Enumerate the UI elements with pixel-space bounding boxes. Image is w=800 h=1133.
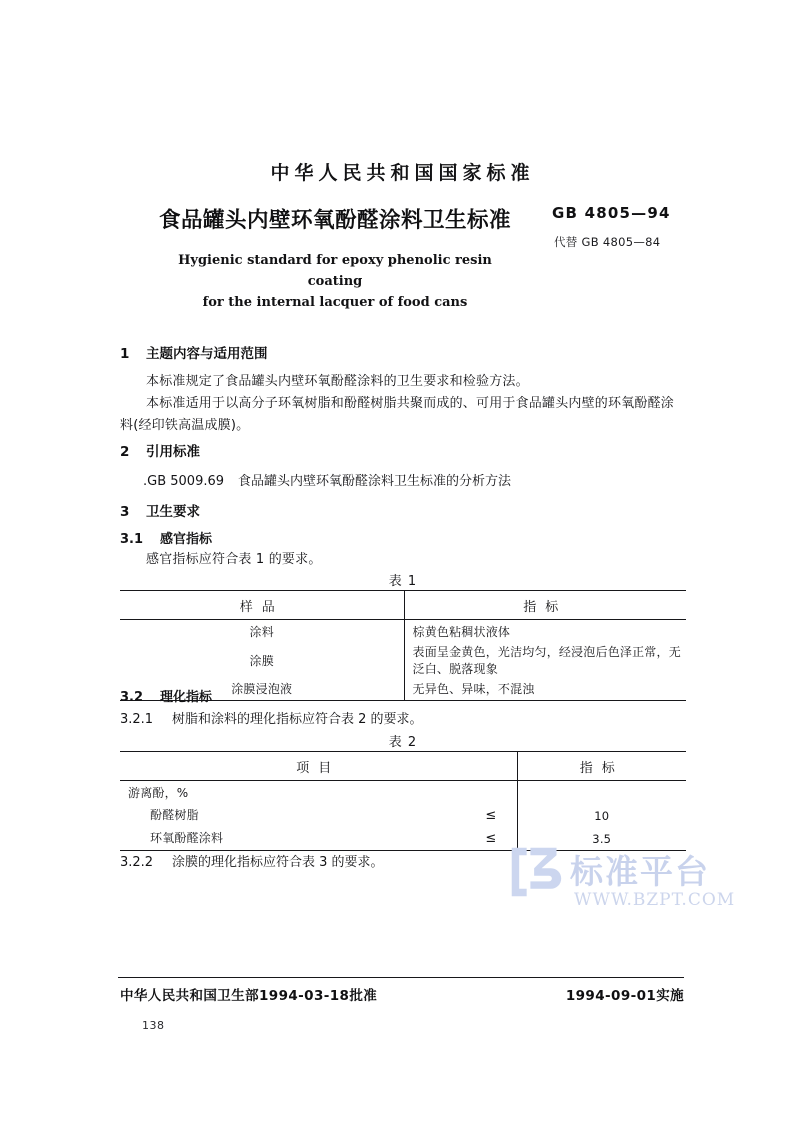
- section-3-number: 3: [120, 504, 130, 520]
- table-2: [120, 751, 686, 851]
- table-1: [120, 590, 686, 701]
- table-row: [120, 827, 686, 851]
- title-english: [150, 250, 520, 313]
- section-3-heading: [120, 500, 200, 520]
- table-2-group-label: 游离酚，%: [120, 781, 517, 805]
- referenced-standard-code: .GB 5009.69: [143, 474, 225, 489]
- table-2-r2-value: 3.5: [517, 827, 686, 851]
- section-3-2-1-number: 3.2.1: [120, 712, 154, 727]
- standard-replaces: 代替 GB 4805—84: [554, 235, 661, 249]
- section-3-2-2-text: 涂膜的理化指标应符合表 3 的要求。: [172, 855, 384, 870]
- section-3-1-title: 感官指标: [160, 532, 213, 547]
- page-title: 食品罐头内壁环氧酚醛涂料卫生标准: [158, 208, 511, 233]
- table-1-header-sample: 样品: [120, 591, 404, 620]
- table-2-r1-item-cell: [120, 804, 517, 827]
- table-2-header-item: 项目: [120, 752, 517, 781]
- table-1-r1-sample: 涂料: [120, 620, 404, 644]
- section-1-number: 1: [120, 346, 130, 362]
- section-3-2-number: 3.2: [120, 690, 144, 705]
- table-1-caption: 表 1: [388, 574, 418, 589]
- referenced-standard: [143, 470, 511, 489]
- table-1-r2-sample: 涂膜: [120, 643, 404, 677]
- table-2-caption: 表 2: [388, 735, 418, 750]
- title-english-line1: Hygienic standard for epoxy phenolic resin coating: [178, 253, 492, 289]
- section-3-2-1-text: 树脂和涂料的理化指标应符合表 2 的要求。: [172, 712, 423, 727]
- title-english-line2: for the internal lacquer of food cans: [202, 295, 468, 310]
- section-3-1-number: 3.1: [120, 532, 144, 547]
- table-row: [120, 781, 686, 805]
- section-3-2-1: [120, 708, 423, 727]
- watermark-url: WWW.BZPT.COM: [574, 890, 736, 910]
- section-3-2-2-number: 3.2.2: [120, 855, 154, 870]
- section-2-title: 引用标准: [146, 444, 200, 460]
- table-1-r3-index: 无异色、异味，不混浊: [404, 677, 686, 701]
- section-1-title: 主题内容与适用范围: [146, 346, 268, 362]
- national-standard-label: 中华人民共和国国家标准: [270, 162, 535, 184]
- standard-code: GB 4805—94: [552, 204, 671, 222]
- section-2-number: 2: [120, 444, 130, 460]
- table-2-r1-value: 10: [594, 808, 610, 823]
- section-3-1-paragraph: 感官指标应符合表 1 的要求。: [146, 552, 322, 567]
- section-3-1-heading: [120, 528, 212, 547]
- table-1-r1-index: 棕黄色粘稠状液体: [404, 620, 686, 644]
- section-2-heading: [120, 440, 200, 460]
- table-1-header-row: [120, 591, 686, 620]
- table-1-header-index: 指标: [404, 591, 686, 620]
- section-3-2-heading: [120, 686, 212, 705]
- table-2-r2-operator: ≤: [485, 831, 497, 846]
- table-row: [120, 804, 686, 827]
- section-3-2-2: [120, 851, 384, 870]
- section-3-2-title: 理化指标: [160, 690, 213, 705]
- table-2-r2-item: 环氧酚醛涂料: [150, 831, 224, 845]
- table-2-r1-operator: ≤: [485, 808, 497, 823]
- table-row: [120, 643, 686, 677]
- section-1-paragraph-1: 本标准规定了食品罐头内壁环氧酚醛涂料的卫生要求和检验方法。: [146, 374, 529, 389]
- referenced-standard-name: 食品罐头内壁环氧酚醛涂料卫生标准的分析方法: [238, 474, 512, 489]
- table-1-r2-index: 表面呈金黄色，光洁均匀，经浸泡后色泽正常，无泛白、脱落现象: [412, 645, 681, 676]
- footer-approval: 中华人民共和国卫生部1994-03-18批准: [120, 988, 378, 1004]
- table-2-group-value: [517, 781, 686, 805]
- footer-divider: [118, 977, 684, 978]
- table-2-header-index: 指标: [517, 752, 686, 781]
- table-2-r1-item: 酚醛树脂: [150, 808, 199, 822]
- table-row: [120, 620, 686, 644]
- bzpt-logo-icon: [508, 844, 564, 900]
- section-1-paragraph-2: 本标准适用于以高分子环氧树脂和酚醛树脂共聚而成的、可用于食品罐头内壁的环氧酚醛涂料(经印铁高温成膜)。: [120, 396, 675, 433]
- page-number: 138: [142, 1019, 165, 1032]
- section-1-heading: [120, 342, 268, 362]
- table-1-r3-sample: 涂膜浸泡液: [120, 677, 404, 701]
- footer-implementation: 1994-09-01实施: [565, 988, 684, 1004]
- section-3-title: 卫生要求: [146, 504, 200, 520]
- table-2-header-row: [120, 752, 686, 781]
- watermark-text: 标准平台: [570, 852, 710, 891]
- table-2-r2-item-cell: [120, 827, 517, 851]
- watermark: [508, 840, 758, 920]
